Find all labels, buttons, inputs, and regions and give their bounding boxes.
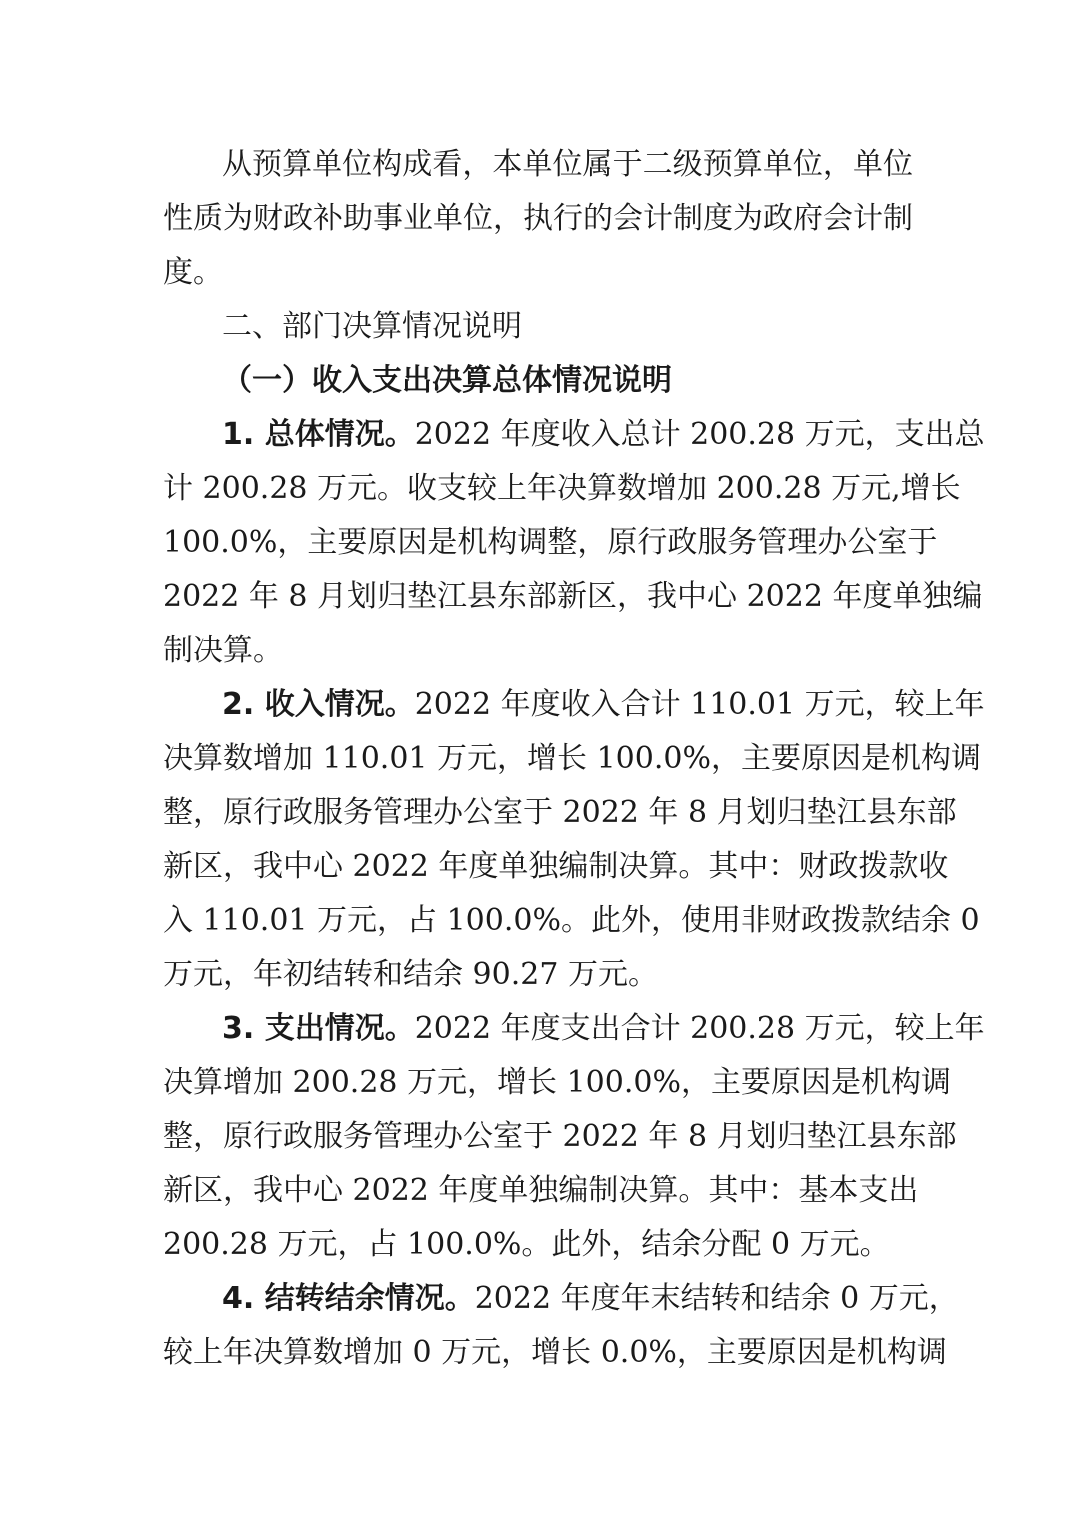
text-line: 从预算单位构成看，本单位属于二级预算单位，单位 <box>222 147 913 182</box>
text-line: 度。 <box>163 255 223 290</box>
text-line: 较上年决算数增加 0 万元，增长 0.0%，主要原因是机构调 <box>163 1335 947 1370</box>
item-lead: 2. 收入情况。 <box>222 687 415 722</box>
paragraph-budget-unit <box>163 138 913 300</box>
paragraph-expenditure <box>163 1002 985 1272</box>
text-line: 计 200.28 万元。收支较上年决算数增加 200.28 万元,增长 <box>163 471 961 506</box>
text-line: 入 110.01 万元，占 100.0%。此外，使用非财政拨款结余 0 <box>163 903 980 938</box>
paragraph-income <box>163 678 985 1002</box>
text-line: 整，原行政服务管理办公室于 2022 年 8 月划归垫江县东部 <box>163 1119 957 1154</box>
text-line: 整，原行政服务管理办公室于 2022 年 8 月划归垫江县东部 <box>163 795 957 830</box>
section-title: 二、部门决算情况说明 <box>222 309 522 344</box>
text-line <box>163 408 985 462</box>
text-line: 性质为财政补助事业单位，执行的会计制度为政府会计制 <box>163 201 913 236</box>
text-line: 新区，我中心 2022 年度单独编制决算。其中：基本支出 <box>163 1173 919 1208</box>
text-line: 2022 年 8 月划归垫江县东部新区，我中心 2022 年度单独编 <box>163 579 983 614</box>
text-line <box>163 1002 985 1056</box>
text-line: 决算数增加 110.01 万元，增长 100.0%，主要原因是机构调 <box>163 741 981 776</box>
subsection-title: （一）收入支出决算总体情况说明 <box>222 363 672 398</box>
text-line: 万元，年初结转和结余 90.27 万元。 <box>163 957 658 992</box>
text-line: 制决算。 <box>163 633 283 668</box>
item-text: 2022 年度支出合计 200.28 万元，较上年 <box>414 1011 985 1046</box>
text-line: 100.0%，主要原因是机构调整，原行政服务管理办公室于 <box>163 525 938 560</box>
text-line: 200.28 万元，占 100.0%。此外，结余分配 0 万元。 <box>163 1227 890 1262</box>
item-lead: 4. 结转结余情况。 <box>222 1281 475 1316</box>
item-lead: 3. 支出情况。 <box>222 1011 415 1046</box>
paragraph-carryover <box>163 1272 959 1380</box>
item-text: 2022 年度年末结转和结余 0 万元， <box>474 1281 959 1316</box>
item-text: 2022 年度收入合计 110.01 万元，较上年 <box>414 687 985 722</box>
item-lead: 1. 总体情况。 <box>222 417 415 452</box>
document-page <box>163 138 985 1380</box>
text-line <box>163 1272 959 1326</box>
text-line <box>163 678 985 732</box>
paragraph-overall <box>163 408 985 678</box>
item-text: 2022 年度收入总计 200.28 万元，支出总 <box>414 417 985 452</box>
text-line: 新区，我中心 2022 年度单独编制决算。其中：财政拨款收 <box>163 849 949 884</box>
text-line: 决算增加 200.28 万元，增长 100.0%，主要原因是机构调 <box>163 1065 951 1100</box>
